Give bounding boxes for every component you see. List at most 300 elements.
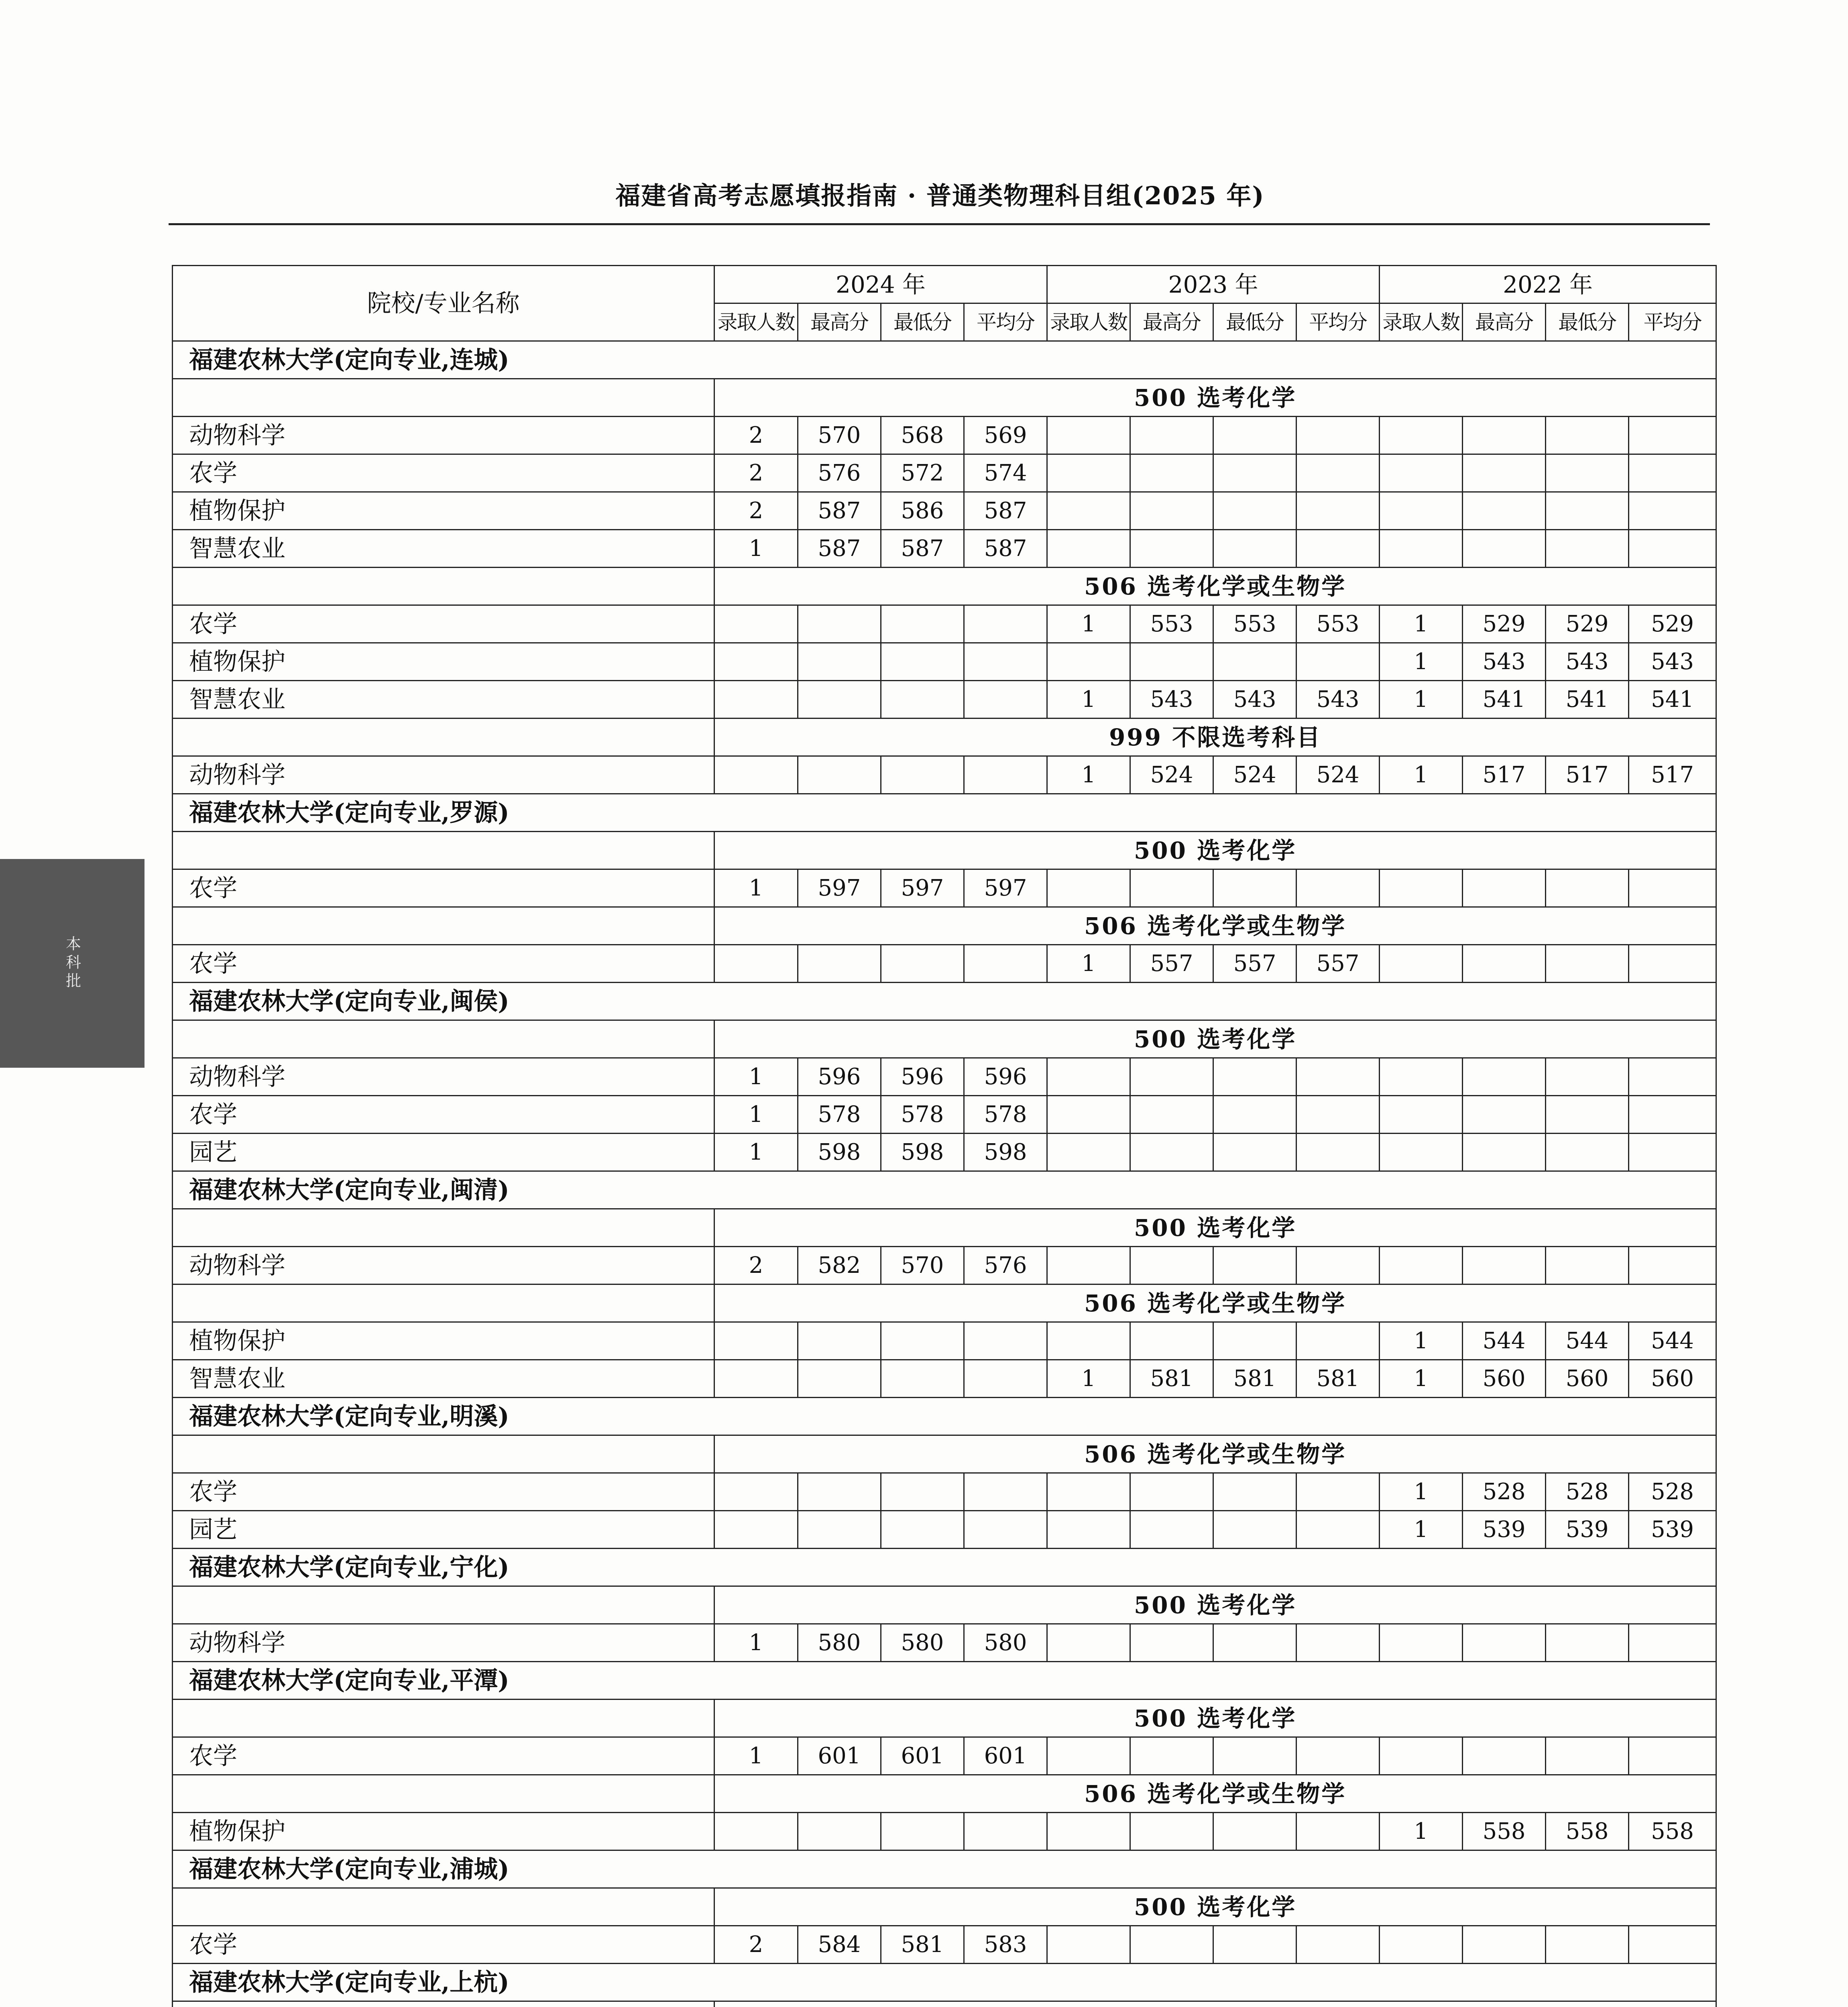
school-row [173,1398,1716,1435]
score-cell: 576 [964,1247,1047,1284]
subject-requirement-row [173,1020,1716,1058]
score-cell [714,1360,798,1398]
score-cell: 517 [1546,756,1629,794]
score-cell: 524 [1130,756,1213,794]
score-cell: 560 [1546,1360,1629,1398]
score-cell: 2 [714,492,798,530]
score-cell [1629,1134,1716,1171]
major-name: 农学 [173,1096,714,1134]
score-cell [1546,1737,1629,1775]
score-cell: 587 [964,530,1047,568]
major-name: 智慧农业 [173,1360,714,1398]
score-cell: 1 [714,1096,798,1134]
score-cell [964,756,1047,794]
score-cell [1047,454,1130,492]
score-cell [1546,454,1629,492]
score-cell: 578 [798,1096,881,1134]
score-cell: 1 [714,1737,798,1775]
school-row [173,1850,1716,1888]
score-cell [1130,643,1213,681]
score-cell [1296,530,1380,568]
score-cell: 1 [1380,1360,1463,1398]
subject-requirement: 500 选考化学 [714,1209,1716,1247]
table-body [173,341,1716,2007]
major-row [173,681,1716,719]
score-cell: 580 [964,1624,1047,1662]
subject-row-spacer [173,1209,714,1247]
score-cell [714,1813,798,1850]
subject-row-spacer [173,1284,714,1322]
score-cell [1296,1737,1380,1775]
score-cell [964,643,1047,681]
score-cell: 1 [714,1624,798,1662]
score-cell [1380,454,1463,492]
major-name: 动物科学 [173,417,714,454]
score-cell: 1 [1380,681,1463,719]
score-cell [1463,1926,1546,1964]
school-row [173,1549,1716,1586]
school-name: 福建农林大学(定向专业,平潭) [173,1662,1716,1700]
score-cell: 2 [714,417,798,454]
subject-requirement: 500 选考化学 [714,1888,1716,1926]
score-cell [1130,1058,1213,1096]
score-cell: 1 [1380,1511,1463,1549]
score-cell [1130,1134,1213,1171]
major-row [173,1247,1716,1284]
score-cell [1380,1058,1463,1096]
score-cell [1380,492,1463,530]
subject-requirement-row [173,568,1716,605]
major-name: 植物保护 [173,643,714,681]
score-cell [1296,1247,1380,1284]
score-cell [1130,1624,1213,1662]
score-cell: 580 [881,1624,964,1662]
major-name: 动物科学 [173,1624,714,1662]
score-cell: 1 [1047,756,1130,794]
score-cell [881,1511,964,1549]
metric-header: 最高分 [798,303,881,341]
score-cell [714,945,798,983]
score-cell: 539 [1463,1511,1546,1549]
subject-requirement-row [173,1700,1716,1737]
major-row [173,605,1716,643]
score-cell [1296,1096,1380,1134]
score-cell: 543 [1130,681,1213,719]
subject-row-spacer [173,568,714,605]
score-cell [1546,869,1629,907]
school-row [173,794,1716,832]
score-cell [798,1813,881,1850]
major-row [173,643,1716,681]
subject-requirement-row [173,2001,1716,2007]
score-cell: 578 [881,1096,964,1134]
score-cell [881,1322,964,1360]
side-tab-label: 本科批 [63,936,81,991]
metric-header: 平均分 [964,303,1047,341]
score-cell [1629,1247,1716,1284]
major-row [173,417,1716,454]
subject-requirement-row [173,1435,1716,1473]
score-cell: 1 [714,869,798,907]
subject-row-spacer [173,1435,714,1473]
score-cell: 574 [964,454,1047,492]
score-cell [1629,454,1716,492]
header-divider [169,223,1710,225]
metric-header: 最低分 [1546,303,1629,341]
section-side-tab [0,859,145,1068]
score-cell: 553 [1130,605,1213,643]
score-cell [1047,1624,1130,1662]
score-cell [1047,1322,1130,1360]
major-row [173,1360,1716,1398]
major-row [173,1473,1716,1511]
subject-requirement: 506 选考化学或生物学 [714,907,1716,945]
score-cell: 578 [964,1096,1047,1134]
score-cell [1213,1926,1296,1964]
score-cell [1380,1624,1463,1662]
score-cell [1463,1058,1546,1096]
score-cell: 570 [881,1247,964,1284]
major-row [173,756,1716,794]
score-cell [1380,945,1463,983]
score-cell [1213,492,1296,530]
score-cell: 598 [798,1134,881,1171]
score-cell [798,1322,881,1360]
school-row [173,1964,1716,2001]
score-cell [1463,1247,1546,1284]
score-cell: 524 [1213,756,1296,794]
score-cell [1213,869,1296,907]
score-cell [1546,945,1629,983]
score-cell [1296,1624,1380,1662]
score-cell: 1 [1380,1473,1463,1511]
score-cell: 1 [1380,605,1463,643]
score-cell [1130,530,1213,568]
subject-requirement: 506 选考化学或生物学 [714,1435,1716,1473]
school-name: 福建农林大学(定向专业,上杭) [173,1964,1716,2001]
score-cell [1047,492,1130,530]
score-cell [714,1473,798,1511]
score-cell [1130,869,1213,907]
score-cell [1213,454,1296,492]
score-cell: 529 [1546,605,1629,643]
major-row [173,1511,1716,1549]
score-cell [1213,1322,1296,1360]
subject-requirement-row [173,1209,1716,1247]
major-row [173,869,1716,907]
school-name: 福建农林大学(定向专业,闽侯) [173,983,1716,1020]
subject-row-spacer [173,907,714,945]
score-cell [798,643,881,681]
major-name: 农学 [173,945,714,983]
year-header: 2024 年 [714,266,1047,303]
score-cell: 596 [964,1058,1047,1096]
score-cell [1130,1926,1213,1964]
score-cell: 544 [1463,1322,1546,1360]
score-cell: 528 [1463,1473,1546,1511]
score-cell [798,756,881,794]
subject-row-spacer [173,1888,714,1926]
score-cell: 587 [964,492,1047,530]
score-cell [798,945,881,983]
score-cell: 581 [881,1926,964,1964]
score-cell: 517 [1629,756,1716,794]
score-cell [964,1322,1047,1360]
score-cell [1380,1247,1463,1284]
score-cell [1047,1058,1130,1096]
score-cell: 598 [881,1134,964,1171]
score-cell: 1 [714,1134,798,1171]
subject-requirement [714,2001,1716,2007]
score-cell [1213,1624,1296,1662]
score-cell [964,1813,1047,1850]
score-cell [1380,1096,1463,1134]
subject-requirement: 999 不限选考科目 [714,719,1716,756]
score-cell [1047,643,1130,681]
admission-score-table [172,265,1717,2007]
school-name: 福建农林大学(定向专业,明溪) [173,1398,1716,1435]
score-cell: 541 [1546,681,1629,719]
score-cell [798,1473,881,1511]
score-cell: 586 [881,492,964,530]
score-cell: 553 [1296,605,1380,643]
subject-row-spacer [173,1020,714,1058]
score-cell [1130,1096,1213,1134]
score-cell [1546,417,1629,454]
score-cell [881,681,964,719]
score-cell [1546,1247,1629,1284]
subject-requirement-row [173,1775,1716,1813]
score-cell [1296,417,1380,454]
score-cell: 569 [964,417,1047,454]
score-cell: 558 [1546,1813,1629,1850]
score-cell: 597 [964,869,1047,907]
score-cell: 557 [1130,945,1213,983]
score-cell [881,945,964,983]
major-row [173,1096,1716,1134]
score-cell: 517 [1463,756,1546,794]
score-cell [1296,643,1380,681]
score-cell [1213,1096,1296,1134]
score-cell: 557 [1296,945,1380,983]
score-cell [881,1473,964,1511]
score-cell: 570 [798,417,881,454]
score-cell [1296,1813,1380,1850]
score-cell: 529 [1463,605,1546,643]
score-cell: 576 [798,454,881,492]
score-cell [714,1322,798,1360]
subject-requirement: 500 选考化学 [714,1700,1716,1737]
metric-header: 最低分 [881,303,964,341]
score-cell [1546,492,1629,530]
score-cell [1047,1926,1130,1964]
metric-header: 平均分 [1629,303,1716,341]
score-cell: 601 [881,1737,964,1775]
major-row [173,492,1716,530]
score-cell [1463,945,1546,983]
score-cell [1047,1813,1130,1850]
score-cell: 544 [1629,1322,1716,1360]
score-cell: 1 [714,530,798,568]
major-name: 农学 [173,605,714,643]
score-cell [964,1473,1047,1511]
score-cell [798,605,881,643]
score-cell [1130,454,1213,492]
score-cell [1047,417,1130,454]
major-row [173,1737,1716,1775]
school-row [173,983,1716,1020]
score-cell [1213,1134,1296,1171]
score-cell: 1 [1380,643,1463,681]
major-name: 园艺 [173,1511,714,1549]
subject-row-spacer [173,2001,714,2007]
major-row [173,454,1716,492]
score-cell [1213,1247,1296,1284]
score-cell [1463,869,1546,907]
score-cell: 2 [714,1247,798,1284]
score-cell [1629,1096,1716,1134]
score-cell [964,605,1047,643]
score-cell [1629,945,1716,983]
score-cell [1047,1511,1130,1549]
score-cell [1130,1247,1213,1284]
metric-header: 录取人数 [1047,303,1130,341]
score-cell [1213,1737,1296,1775]
major-name: 动物科学 [173,1247,714,1284]
score-cell [1380,1737,1463,1775]
score-cell: 1 [1047,945,1130,983]
score-cell [1546,530,1629,568]
score-cell [1380,1134,1463,1171]
major-name: 农学 [173,1926,714,1964]
major-row [173,1322,1716,1360]
year-header: 2023 年 [1047,266,1380,303]
score-cell [1296,1134,1380,1171]
subject-requirement-row [173,1284,1716,1322]
page-header-title: 福建省高考志愿填报指南 · 普通类物理科目组(2025 年) [615,181,1265,210]
score-cell: 580 [798,1624,881,1662]
score-cell [964,1360,1047,1398]
major-name: 智慧农业 [173,530,714,568]
major-name: 农学 [173,869,714,907]
score-cell [1629,1624,1716,1662]
major-name: 动物科学 [173,1058,714,1096]
score-cell [964,1511,1047,1549]
score-cell [1296,454,1380,492]
subject-requirement: 500 选考化学 [714,1020,1716,1058]
major-name: 智慧农业 [173,681,714,719]
score-cell [798,1511,881,1549]
score-cell: 541 [1463,681,1546,719]
score-cell [1130,1473,1213,1511]
score-cell: 1 [1047,1360,1130,1398]
score-cell: 582 [798,1247,881,1284]
score-cell [1463,1624,1546,1662]
major-name: 农学 [173,454,714,492]
score-cell [1130,1813,1213,1850]
subject-row-spacer [173,719,714,756]
subject-requirement: 500 选考化学 [714,379,1716,417]
score-cell [1546,1058,1629,1096]
score-cell [964,945,1047,983]
score-cell: 581 [1130,1360,1213,1398]
major-name: 植物保护 [173,1813,714,1850]
score-cell [1047,869,1130,907]
score-cell: 1 [1047,681,1130,719]
score-cell [798,1360,881,1398]
score-cell: 1 [1380,1813,1463,1850]
score-cell [881,605,964,643]
score-cell: 539 [1629,1511,1716,1549]
score-cell [1546,1134,1629,1171]
score-cell: 1 [1380,1322,1463,1360]
score-cell: 601 [964,1737,1047,1775]
score-cell [1047,530,1130,568]
score-cell: 543 [1629,643,1716,681]
subject-requirement: 500 选考化学 [714,1586,1716,1624]
score-cell [1463,530,1546,568]
score-cell: 543 [1296,681,1380,719]
school-row [173,1171,1716,1209]
score-cell: 528 [1546,1473,1629,1511]
score-cell: 1 [1380,756,1463,794]
score-cell [1213,1511,1296,1549]
metric-header: 录取人数 [714,303,798,341]
major-row [173,1134,1716,1171]
school-name: 福建农林大学(定向专业,罗源) [173,794,1716,832]
score-cell [881,1360,964,1398]
year-header: 2022 年 [1380,266,1716,303]
score-cell [1463,1737,1546,1775]
score-cell: 581 [1296,1360,1380,1398]
score-cell [1463,454,1546,492]
score-cell: 601 [798,1737,881,1775]
subject-requirement: 506 选考化学或生物学 [714,1775,1716,1813]
score-cell: 553 [1213,605,1296,643]
subject-requirement-row [173,379,1716,417]
score-cell: 1 [1047,605,1130,643]
score-cell [1296,1511,1380,1549]
score-cell [1047,1134,1130,1171]
score-cell [714,1511,798,1549]
metric-header: 平均分 [1296,303,1380,341]
score-cell [714,643,798,681]
score-cell [1130,1511,1213,1549]
score-cell [714,605,798,643]
score-cell: 541 [1629,681,1716,719]
score-cell: 583 [964,1926,1047,1964]
school-name: 福建农林大学(定向专业,浦城) [173,1850,1716,1888]
score-cell [1629,1926,1716,1964]
subject-requirement-row [173,1586,1716,1624]
score-cell [1213,1058,1296,1096]
school-name: 福建农林大学(定向专业,连城) [173,341,1716,379]
score-cell [1380,1926,1463,1964]
score-cell [1296,492,1380,530]
score-cell: 539 [1546,1511,1629,1549]
score-cell [1629,1058,1716,1096]
score-cell: 524 [1296,756,1380,794]
score-cell [1629,530,1716,568]
subject-requirement: 500 选考化学 [714,832,1716,869]
score-cell [1047,1096,1130,1134]
score-cell: 584 [798,1926,881,1964]
score-cell [1463,417,1546,454]
score-cell: 568 [881,417,964,454]
score-cell: 587 [798,492,881,530]
score-cell: 596 [881,1058,964,1096]
score-cell: 587 [798,530,881,568]
